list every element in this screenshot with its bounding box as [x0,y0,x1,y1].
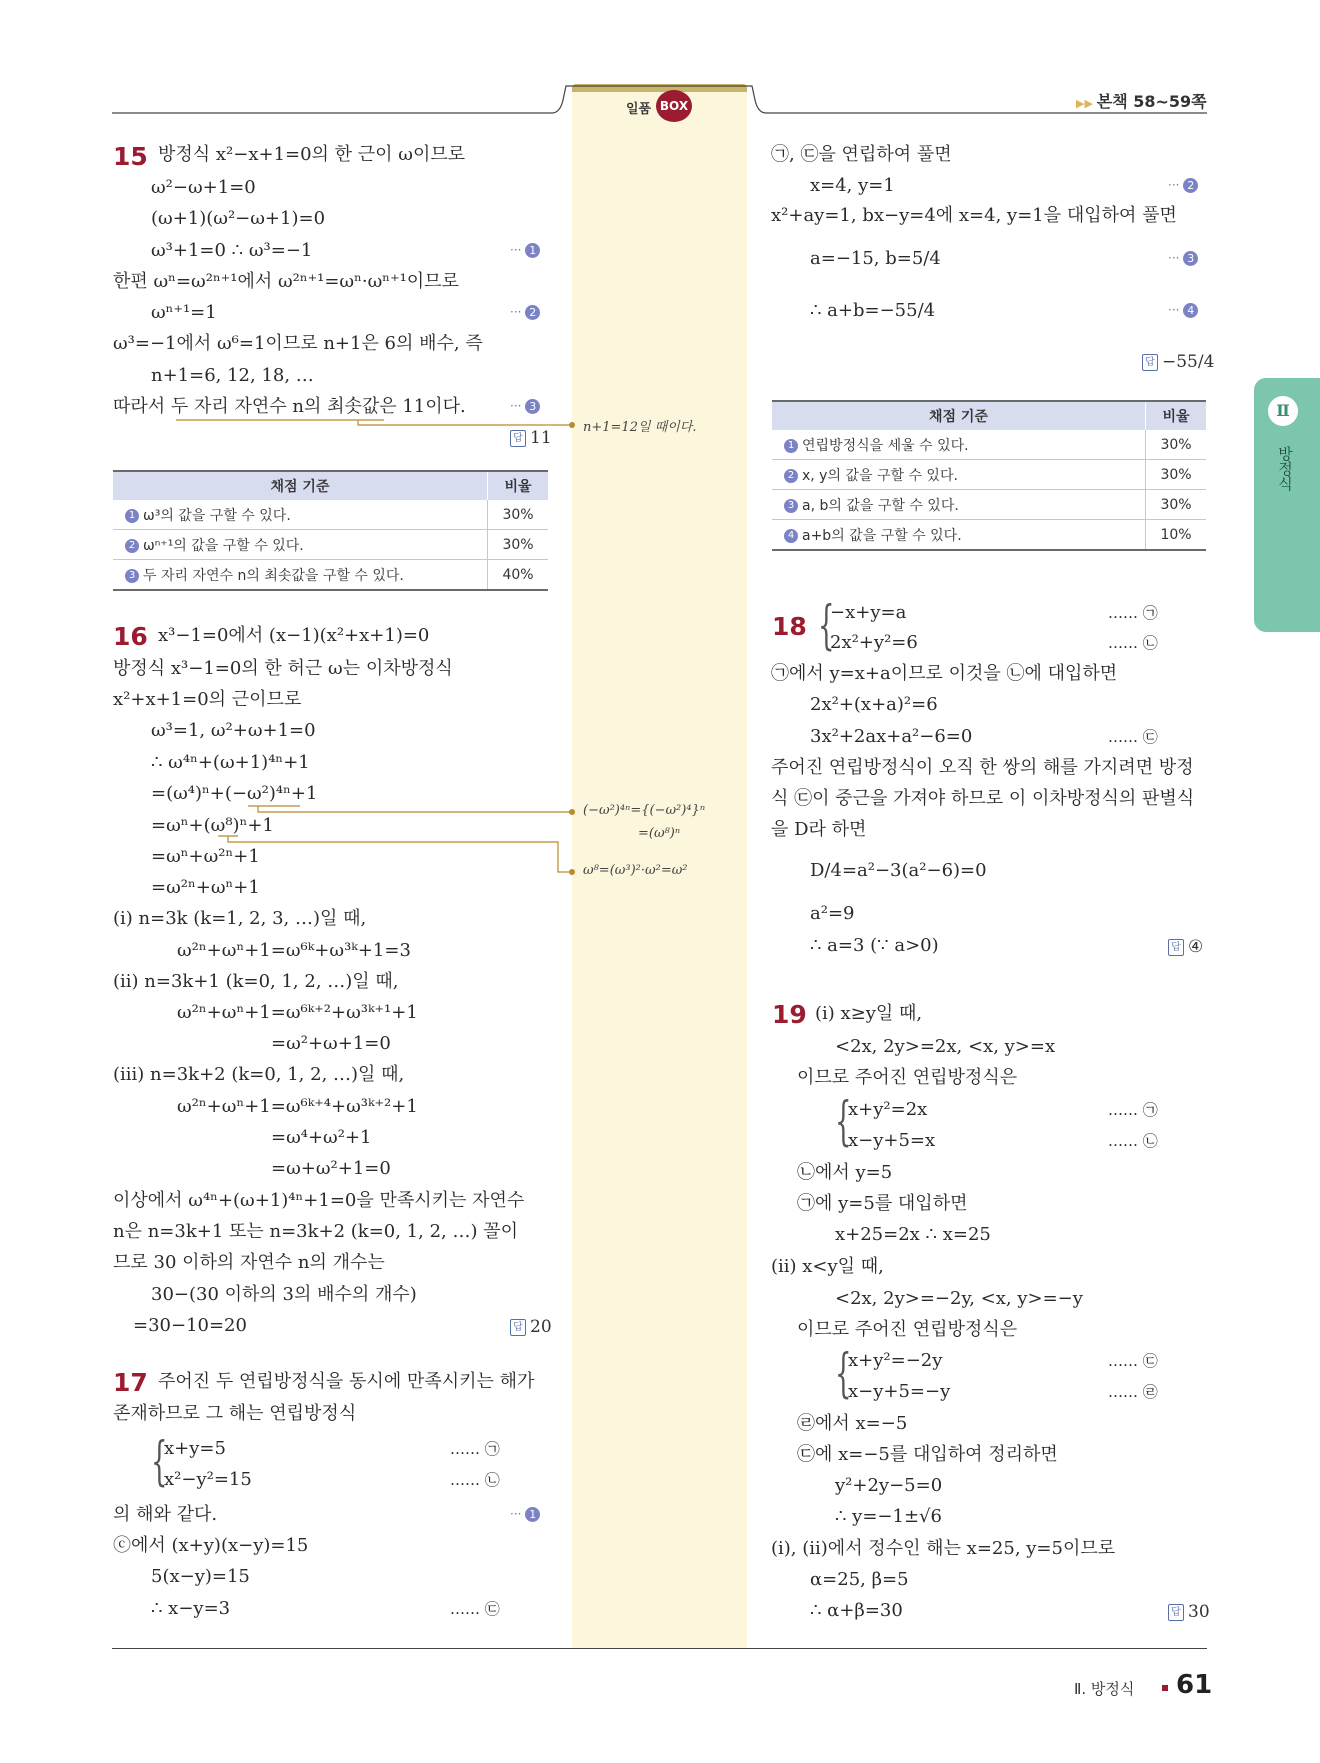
step-badge: 2 [784,469,798,483]
p17-right-line: a=−15, b=5/4 [810,248,941,269]
box-label: 일품 [626,102,652,117]
step-marker: ··· 3 [1168,251,1198,266]
p16-line: 30−(30 이하의 3의 배수의 개수) [151,1284,417,1305]
p18-line: D/4=a²−3(a²−6)=0 [810,860,987,881]
answer-icon: 답 [1142,354,1158,371]
p19-line: x+25=2x ∴ x=25 [835,1224,991,1245]
table-header: 채점 기준 [772,401,1146,430]
p19-answer-value: 30 [1188,1602,1210,1622]
ratio-cell: 30% [1146,490,1207,520]
ratio-cell: 30% [488,530,549,560]
p19-line: x−y+5=−y [848,1381,951,1402]
page-ref [1076,89,1207,112]
p17-right-line: x=4, y=1 [810,175,895,196]
p17-line: 주어진 두 연립방정식을 동시에 만족시키는 해가 [158,1371,535,1392]
criterion-text: a, b의 값을 구할 수 있다. [802,497,959,514]
p16-line: ω²ⁿ+ωⁿ+1=ω⁶ᵏ⁺⁴+ω³ᵏ⁺²+1 [177,1096,418,1117]
p17-right-line: ∴ a+b=−55/4 [810,300,936,321]
p18-line: 3x²+2ax+a²−6=0 [810,726,973,747]
criterion-text: 연립방정식을 세울 수 있다. [802,437,969,454]
p15-line: ωⁿ⁺¹=1 [151,302,217,323]
table-header: 비율 [1146,401,1207,430]
problem-19-number: 19 [772,1000,807,1029]
footer-rule [112,1648,1207,1649]
p15-line: n+1=6, 12, 18, … [151,365,314,386]
p17-line: ∴ x−y=3 [151,1598,231,1619]
p17-line: x²−y²=15 [164,1469,252,1490]
p19-line: ∴ y=−1±√6 [835,1506,942,1527]
table-row [772,430,1206,460]
p17-tag: …… ㉢ [450,1600,500,1618]
p19-tag: …… ㉣ [1108,1383,1158,1401]
p17-line: 의 해와 같다. [113,1504,218,1525]
side-tab-label: 방정식 [1276,446,1294,491]
p15-note: n+1=12일 때이다. [583,420,697,435]
problem-15-number: 15 [113,142,148,171]
answer-icon: 답 [510,430,526,447]
p16-note-1b: =(ω⁸)ⁿ [638,826,681,841]
p19-tag: …… ㉡ [1108,1132,1158,1150]
step-marker: ··· 1 [510,1507,540,1522]
p18-line: a²=9 [810,903,855,924]
problem-18-number: 18 [772,612,807,641]
p19-line: ㉡에서 y=5 [797,1162,893,1183]
p19-line: 이므로 주어진 연립방정식은 [797,1067,1018,1088]
p17-tag: …… ㉠ [450,1440,500,1458]
step-badge: 1 [784,439,798,453]
table-header: 채점 기준 [113,471,488,500]
p16-note-leader [0,0,600,900]
box-badge: BOX [656,90,692,122]
p18-line: 을 D라 하면 [771,819,867,840]
p16-answer [510,1317,552,1337]
ref-arrow-icon: ▶▶ [1076,97,1097,110]
p16-line: =ω⁴+ω²+1 [271,1127,372,1148]
p16-line: =ω²+ω+1=0 [271,1033,391,1054]
criterion-text: a+b의 값을 구할 수 있다. [802,527,962,544]
step-marker: ··· 1 [510,243,540,258]
p19-tag: …… ㉢ [1108,1352,1158,1370]
p18-line: ㉠에서 y=x+a이므로 이것을 ㉡에 대입하면 [771,663,1118,684]
step-badge: 3 [125,569,139,583]
p16-line: =ωⁿ+(ω⁸)ⁿ+1 [151,815,274,836]
p15-line: 방정식 x²−x+1=0의 한 근이 ω이므로 [158,144,466,165]
p19-line: ㉣에서 x=−5 [797,1413,908,1434]
p19-line: (ii) x<y일 때, [771,1256,884,1277]
p16-line: x³−1=0에서 (x−1)(x²+x+1)=0 [158,625,430,646]
p18-tag: …… ㉠ [1108,604,1158,622]
footer-dot [1162,1685,1168,1691]
p16-note-2: ω⁸=(ω³)²·ω²=ω² [583,863,688,878]
p16-line: x²+x+1=0의 근이므로 [113,689,302,710]
p19-line: (i) x≥y일 때, [815,1003,923,1024]
p17-score-table [772,400,1206,551]
ratio-cell: 30% [1146,460,1207,490]
p16-line: ∴ ω⁴ⁿ+(ω+1)⁴ⁿ+1 [151,752,310,773]
p16-answer-value: 20 [530,1317,552,1337]
p16-line: =ω²ⁿ+ωⁿ+1 [151,877,260,898]
p19-line: ㉠에 y=5를 대입하면 [797,1193,968,1214]
criterion-text: x, y의 값을 구할 수 있다. [802,467,958,484]
p18-line: 주어진 연립방정식이 오직 한 쌍의 해를 가지려면 방정 [771,757,1194,778]
system-brace: { [818,596,835,656]
p19-line: α=25, β=5 [810,1569,909,1590]
p17-tag: …… ㉡ [450,1471,500,1489]
table-header: 비율 [488,471,549,500]
p16-line: ω³=1, ω²+ω+1=0 [151,720,316,741]
table-row [772,520,1206,551]
p18-line: 2x²+y²=6 [830,632,918,653]
p19-line: ∴ α+β=30 [810,1600,903,1621]
p19-answer [1168,1602,1210,1622]
p17-answer-value: −55/4 [1162,352,1215,372]
p16-line: ω²ⁿ+ωⁿ+1=ω⁶ᵏ⁺²+ω³ᵏ⁺¹+1 [177,1002,418,1023]
p19-line: <2x, 2y>=2x, <x, y>=x [835,1036,1056,1057]
p16-line: 므로 30 이하의 자연수 n의 개수는 [113,1252,385,1273]
p16-line: ω²ⁿ+ωⁿ+1=ω⁶ᵏ+ω³ᵏ+1=3 [177,940,411,961]
step-marker: ··· 2 [510,305,540,320]
p18-line: 2x²+(x+a)²=6 [810,694,938,715]
system-brace: { [835,1344,852,1404]
system-brace: { [151,1432,168,1492]
p19-line: x+y²=2x [848,1099,928,1120]
p15-line: 따라서 두 자리 자연수 n의 최솟값은 11이다. [113,396,466,417]
p15-answer-value: 11 [530,428,552,448]
p16-line: 방정식 x³−1=0의 한 허근 ω는 이차방정식 [113,658,453,679]
step-marker: ··· 4 [1168,303,1198,318]
step-badge: 2 [125,539,139,553]
p17-line: 존재하므로 그 해는 연립방정식 [113,1403,357,1424]
criterion-text: 두 자리 자연수 n의 최솟값을 구할 수 있다. [143,567,404,584]
answer-icon: 답 [1168,1604,1184,1621]
problem-16-number: 16 [113,622,148,651]
p18-tag: …… ㉢ [1108,728,1158,746]
p19-line: x−y+5=x [848,1130,936,1151]
p15-line: (ω+1)(ω²−ω+1)=0 [151,208,326,229]
side-tab-roman: Ⅱ [1268,396,1298,426]
p17-line: ⓒ에서 (x+y)(x−y)=15 [113,1535,309,1556]
p19-tag: …… ㉠ [1108,1101,1158,1119]
step-badge: 4 [784,529,798,543]
step-marker: ··· 3 [510,399,540,414]
p18-line: 식 ㉢이 중근을 가져야 하므로 이 이차방정식의 판별식 [771,788,1195,809]
p17-line: x+y=5 [164,1438,226,1459]
p15-line: ω³=−1에서 ω⁶=1이므로 n+1은 6의 배수, 즉 [113,333,483,354]
step-badge: 3 [784,499,798,513]
p16-line: (ii) n=3k+1 (k=0, 1, 2, …)일 때, [113,971,399,992]
p19-line: x+y²=−2y [848,1350,943,1371]
page-ref-text: 본책 58~59쪽 [1096,92,1207,111]
p16-note-1a: (−ω²)⁴ⁿ={(−ω²)⁴}ⁿ [583,803,706,818]
p18-line: −x+y=a [830,602,907,623]
p18-tag: …… ㉡ [1108,634,1158,652]
ratio-cell: 30% [488,500,549,530]
answer-icon: 답 [1168,939,1184,956]
p15-line: ω²−ω+1=0 [151,177,256,198]
p16-line: n은 n=3k+1 또는 n=3k+2 (k=0, 1, 2, …) 꼴이 [113,1221,518,1242]
p16-line: =ω+ω²+1=0 [271,1158,391,1179]
p17-line: 5(x−y)=15 [151,1566,250,1587]
answer-icon: 답 [510,1319,526,1336]
criterion-text: ω³의 값을 구할 수 있다. [143,507,291,524]
step-badge: 1 [125,509,139,523]
p16-line: (iii) n=3k+2 (k=0, 1, 2, …)일 때, [113,1064,405,1085]
p18-line: ∴ a=3 (∵ a>0) [810,935,939,956]
p15-line: 한편 ωⁿ=ω²ⁿ⁺¹에서 ω²ⁿ⁺¹=ωⁿ·ωⁿ⁺¹이므로 [113,271,459,292]
footer-chapter: Ⅱ. 방정식 [1074,1680,1135,1698]
p16-line: =ωⁿ+ω²ⁿ+1 [151,846,260,867]
p19-line: <2x, 2y>=−2y, <x, y>=−y [835,1288,1083,1309]
step-marker: ··· 2 [1168,178,1198,193]
ratio-cell: 30% [1146,430,1207,460]
p17-right-line: ㉠, ㉢을 연립하여 풀면 [771,144,952,165]
p15-line: ω³+1=0 ∴ ω³=−1 [151,240,313,261]
ratio-cell: 40% [488,560,549,591]
table-row [772,460,1206,490]
system-brace: { [835,1092,852,1152]
problem-17-number: 17 [113,1368,148,1397]
p16-line: =(ω⁴)ⁿ+(−ω²)⁴ⁿ+1 [151,783,318,804]
p19-line: (i), (ii)에서 정수인 해는 x=25, y=5이므로 [771,1538,1116,1559]
p19-line: y²+2y−5=0 [835,1475,943,1496]
page-number: 61 [1176,1670,1213,1700]
p17-right-line: x²+ay=1, bx−y=4에 x=4, y=1을 대입하여 풀면 [771,205,1177,226]
p16-line: 이상에서 ω⁴ⁿ+(ω+1)⁴ⁿ+1=0을 만족시키는 자연수 [113,1190,525,1211]
criterion-text: ωⁿ⁺¹의 값을 구할 수 있다. [143,537,304,554]
table-row [772,490,1206,520]
p16-line: =30−10=20 [133,1315,247,1336]
p19-line: 이므로 주어진 연립방정식은 [797,1319,1018,1340]
p18-answer-value: ④ [1188,937,1204,957]
p16-line: (i) n=3k (k=1, 2, 3, …)일 때, [113,908,367,929]
p18-answer [1168,937,1203,957]
ratio-cell: 10% [1146,520,1207,551]
p19-line: ㉢에 x=−5를 대입하여 정리하면 [797,1444,1058,1465]
p17-answer [1142,352,1214,372]
side-tab [1254,378,1320,632]
